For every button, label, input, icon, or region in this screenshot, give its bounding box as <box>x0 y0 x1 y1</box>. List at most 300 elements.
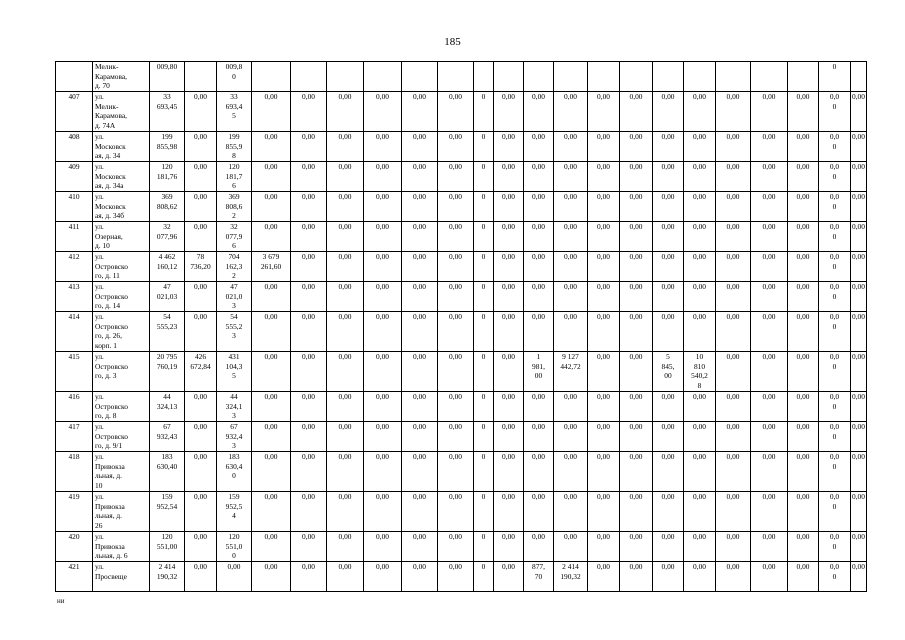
value-cell <box>751 62 788 92</box>
value-cell: 0,00 <box>554 92 588 132</box>
value-cell: 0,00 <box>620 562 653 592</box>
value-cell: 0,00 <box>751 192 788 222</box>
value-cell: 0,00 <box>524 92 554 132</box>
address-cell: ул. Островско го, д. 11 <box>93 252 150 282</box>
row-number-cell: 411 <box>56 222 93 252</box>
table-row <box>56 392 867 422</box>
value-cell: 0,00 <box>252 222 291 252</box>
address-cell: ул. Просвеще <box>93 562 150 592</box>
value-cell: 0,00 <box>524 532 554 562</box>
value-cell: 369 808,62 <box>150 192 185 222</box>
value-cell: 0,00 <box>252 132 291 162</box>
value-cell: 0,0 0 <box>819 162 851 192</box>
value-cell: 0,00 <box>554 162 588 192</box>
value-cell: 0,00 <box>588 392 620 422</box>
value-cell: 0 <box>474 222 494 252</box>
value-cell: 159 952,5 4 <box>217 492 252 532</box>
value-cell: 0,00 <box>851 492 867 532</box>
value-cell: 0,00 <box>291 452 327 492</box>
value-cell: 0,00 <box>291 532 327 562</box>
value-cell: 4 462 160,12 <box>150 252 185 282</box>
row-number-cell: 410 <box>56 192 93 222</box>
value-cell: 0,0 0 <box>819 252 851 282</box>
value-cell: 183 630,40 <box>150 452 185 492</box>
value-cell: 0,00 <box>438 492 474 532</box>
value-cell <box>653 62 684 92</box>
value-cell: 0,00 <box>653 312 684 352</box>
value-cell: 0,00 <box>788 492 819 532</box>
value-cell: 0,00 <box>788 532 819 562</box>
row-number-cell: 409 <box>56 162 93 192</box>
value-cell: 0,00 <box>402 422 438 452</box>
value-cell: 0 <box>474 352 494 392</box>
value-cell: 0,00 <box>185 192 217 222</box>
value-cell: 0,00 <box>252 422 291 452</box>
value-cell: 0,00 <box>716 492 751 532</box>
value-cell: 0,00 <box>684 252 716 282</box>
value-cell: 0,00 <box>291 282 327 312</box>
value-cell: 0,00 <box>788 282 819 312</box>
value-cell: 0,00 <box>716 452 751 492</box>
value-cell: 0,00 <box>364 312 402 352</box>
value-cell: 0,00 <box>291 222 327 252</box>
value-cell <box>474 62 494 92</box>
value-cell: 0,00 <box>588 162 620 192</box>
value-cell: 0,00 <box>252 192 291 222</box>
value-cell: 0,00 <box>364 222 402 252</box>
value-cell: 0,00 <box>185 392 217 422</box>
value-cell: 183 630,4 0 <box>217 452 252 492</box>
value-cell: 0,00 <box>851 352 867 392</box>
value-cell: 0,00 <box>588 192 620 222</box>
value-cell: 0,00 <box>851 392 867 422</box>
value-cell: 0,00 <box>788 312 819 352</box>
value-cell: 0,00 <box>554 192 588 222</box>
table-row <box>56 532 867 562</box>
row-number-cell: 412 <box>56 252 93 282</box>
value-cell: 0,00 <box>494 222 524 252</box>
value-cell: 0,00 <box>751 162 788 192</box>
value-cell <box>402 62 438 92</box>
address-cell: ул. Островско го, д. 8 <box>93 392 150 422</box>
value-cell: 0,00 <box>653 92 684 132</box>
value-cell: 0,00 <box>620 162 653 192</box>
value-cell: 0,00 <box>327 132 364 162</box>
value-cell <box>716 62 751 92</box>
value-cell: 0,0 0 <box>819 492 851 532</box>
value-cell: 120 551,00 <box>150 532 185 562</box>
value-cell: 0,00 <box>494 422 524 452</box>
value-cell: 0,00 <box>788 422 819 452</box>
value-cell: 0,00 <box>716 422 751 452</box>
row-number-cell: 414 <box>56 312 93 352</box>
value-cell: 0,00 <box>185 532 217 562</box>
value-cell: 10 810 540,2 8 <box>684 352 716 392</box>
value-cell: 0,0 0 <box>819 312 851 352</box>
value-cell: 0,00 <box>291 312 327 352</box>
value-cell: 0,00 <box>364 392 402 422</box>
value-cell: 0,00 <box>327 352 364 392</box>
value-cell: 0,00 <box>185 222 217 252</box>
value-cell: 0,00 <box>554 492 588 532</box>
value-cell: 47 021,0 3 <box>217 282 252 312</box>
value-cell: 0,00 <box>438 92 474 132</box>
value-cell: 0,00 <box>620 132 653 162</box>
value-cell: 0,00 <box>588 532 620 562</box>
table-row <box>56 492 867 532</box>
value-cell <box>364 62 402 92</box>
value-cell <box>524 62 554 92</box>
value-cell: 0,00 <box>252 312 291 352</box>
address-cell: ул. Озерная, д. 10 <box>93 222 150 252</box>
value-cell: 0,00 <box>554 252 588 282</box>
value-cell: 0,00 <box>751 222 788 252</box>
value-cell: 0,00 <box>653 162 684 192</box>
value-cell: 0,00 <box>588 92 620 132</box>
value-cell: 0,00 <box>185 132 217 162</box>
value-cell: 0,00 <box>684 452 716 492</box>
value-cell: 0,00 <box>788 162 819 192</box>
value-cell: 0,00 <box>494 562 524 592</box>
table-body <box>56 62 867 592</box>
value-cell: 0,00 <box>364 162 402 192</box>
value-cell: 0,0 0 <box>819 392 851 422</box>
value-cell <box>684 62 716 92</box>
value-cell: 199 855,98 <box>150 132 185 162</box>
value-cell: 0,00 <box>364 452 402 492</box>
address-cell: ул. Московск ая, д. 34 <box>93 132 150 162</box>
value-cell: 44 324,13 <box>150 392 185 422</box>
value-cell: 0,00 <box>788 452 819 492</box>
value-cell: 67 932,43 <box>150 422 185 452</box>
value-cell: 0,00 <box>291 562 327 592</box>
value-cell: 0,00 <box>851 252 867 282</box>
value-cell: 0,00 <box>438 162 474 192</box>
value-cell: 0,00 <box>438 252 474 282</box>
value-cell: 0,00 <box>851 162 867 192</box>
value-cell: 0,00 <box>653 252 684 282</box>
value-cell: 0,00 <box>252 282 291 312</box>
value-cell: 54 555,2 3 <box>217 312 252 352</box>
value-cell: 0,00 <box>788 92 819 132</box>
value-cell: 0,00 <box>554 422 588 452</box>
value-cell: 0,00 <box>524 132 554 162</box>
value-cell: 0,00 <box>554 222 588 252</box>
address-cell: ул. Островско го, д. 3 <box>93 352 150 392</box>
row-number-cell: 407 <box>56 92 93 132</box>
value-cell: 0,00 <box>851 312 867 352</box>
value-cell: 0,00 <box>684 132 716 162</box>
value-cell: 0,00 <box>252 162 291 192</box>
value-cell: 0,00 <box>716 192 751 222</box>
table-row <box>56 222 867 252</box>
row-number-cell: 420 <box>56 532 93 562</box>
value-cell: 0,00 <box>291 352 327 392</box>
value-cell: 0,00 <box>364 92 402 132</box>
value-cell: 159 952,54 <box>150 492 185 532</box>
value-cell: 0,00 <box>364 132 402 162</box>
value-cell: 0,00 <box>252 452 291 492</box>
value-cell: 0,00 <box>402 252 438 282</box>
value-cell: 0,00 <box>327 392 364 422</box>
value-cell: 0,00 <box>588 352 620 392</box>
value-cell <box>438 62 474 92</box>
value-cell: 0,00 <box>620 192 653 222</box>
value-cell: 0 <box>474 282 494 312</box>
value-cell: 32 077,96 <box>150 222 185 252</box>
value-cell: 5 845, 00 <box>653 352 684 392</box>
value-cell: 0,0 0 <box>819 92 851 132</box>
value-cell: 369 808,6 2 <box>217 192 252 222</box>
value-cell: 0,00 <box>524 252 554 282</box>
value-cell: 0,00 <box>684 492 716 532</box>
value-cell: 44 324,1 3 <box>217 392 252 422</box>
value-cell: 0,00 <box>252 562 291 592</box>
value-cell: 0,00 <box>364 252 402 282</box>
value-cell: 0,00 <box>716 92 751 132</box>
value-cell: 0,00 <box>788 222 819 252</box>
value-cell: 0,0 0 <box>819 422 851 452</box>
value-cell: 20 795 760,19 <box>150 352 185 392</box>
address-cell: Мелик- Карамова, д. 70 <box>93 62 150 92</box>
value-cell: 0,0 0 <box>819 192 851 222</box>
value-cell: 0,00 <box>327 532 364 562</box>
value-cell: 0,00 <box>252 92 291 132</box>
value-cell: 0,00 <box>524 162 554 192</box>
data-table <box>55 61 867 592</box>
value-cell: 0,00 <box>620 452 653 492</box>
value-cell: 0,00 <box>653 282 684 312</box>
value-cell: 0,00 <box>751 312 788 352</box>
value-cell: 0,00 <box>402 352 438 392</box>
row-number-cell: 408 <box>56 132 93 162</box>
value-cell: 0,00 <box>620 222 653 252</box>
row-number-cell <box>56 62 93 92</box>
value-cell: 0 <box>474 532 494 562</box>
table-row <box>56 162 867 192</box>
value-cell: 33 693,4 5 <box>217 92 252 132</box>
value-cell: 33 693,45 <box>150 92 185 132</box>
value-cell: 0,00 <box>327 162 364 192</box>
value-cell: 0,00 <box>185 162 217 192</box>
value-cell: 0,00 <box>438 422 474 452</box>
value-cell: 0,00 <box>494 392 524 422</box>
value-cell: 0,00 <box>364 562 402 592</box>
address-cell: ул. Островско го, д. 26, корп. 1 <box>93 312 150 352</box>
value-cell <box>554 62 588 92</box>
value-cell: 0,00 <box>438 562 474 592</box>
value-cell: 0,00 <box>684 282 716 312</box>
row-number-cell: 419 <box>56 492 93 532</box>
value-cell: 0,00 <box>524 492 554 532</box>
address-cell: ул. Привокза льная, д. 10 <box>93 452 150 492</box>
address-cell: ул. Островско го, д. 9/1 <box>93 422 150 452</box>
value-cell: 32 077,9 6 <box>217 222 252 252</box>
table-row <box>56 282 867 312</box>
value-cell: 0,00 <box>438 532 474 562</box>
row-number-cell: 415 <box>56 352 93 392</box>
value-cell: 0,00 <box>364 352 402 392</box>
value-cell: 009,8 0 <box>217 62 252 92</box>
value-cell: 0,00 <box>751 562 788 592</box>
value-cell: 0,00 <box>402 162 438 192</box>
value-cell: 0,00 <box>620 532 653 562</box>
table-row <box>56 92 867 132</box>
value-cell: 704 162,3 2 <box>217 252 252 282</box>
value-cell: 0,00 <box>588 492 620 532</box>
value-cell: 0,00 <box>524 392 554 422</box>
value-cell: 426 672,84 <box>185 352 217 392</box>
value-cell: 0,00 <box>620 492 653 532</box>
value-cell: 0,00 <box>554 132 588 162</box>
value-cell: 0,00 <box>653 222 684 252</box>
value-cell: 0 <box>474 192 494 222</box>
value-cell: 0,00 <box>252 492 291 532</box>
value-cell: 199 855,9 8 <box>217 132 252 162</box>
value-cell: 0,00 <box>291 252 327 282</box>
value-cell: 0,0 0 <box>819 452 851 492</box>
value-cell: 0 <box>474 452 494 492</box>
value-cell: 0,00 <box>252 392 291 422</box>
value-cell: 0,00 <box>684 162 716 192</box>
value-cell: 0,00 <box>364 532 402 562</box>
value-cell: 0,00 <box>402 562 438 592</box>
value-cell: 3 679 261,60 <box>252 252 291 282</box>
value-cell: 0,00 <box>185 312 217 352</box>
value-cell: 0,00 <box>185 492 217 532</box>
value-cell: 0,00 <box>588 282 620 312</box>
value-cell: 0,00 <box>620 422 653 452</box>
value-cell: 0,00 <box>851 282 867 312</box>
value-cell: 9 127 442,72 <box>554 352 588 392</box>
address-cell: ул. Привокза льная, д. 6 <box>93 532 150 562</box>
value-cell: 0,00 <box>851 452 867 492</box>
value-cell: 0,00 <box>588 422 620 452</box>
value-cell: 0,00 <box>653 532 684 562</box>
value-cell: 0,00 <box>185 452 217 492</box>
value-cell: 0,00 <box>788 132 819 162</box>
value-cell <box>494 62 524 92</box>
value-cell: 0,00 <box>851 422 867 452</box>
value-cell: 0,0 0 <box>819 282 851 312</box>
value-cell: 120 181,7 6 <box>217 162 252 192</box>
value-cell: 0,00 <box>217 562 252 592</box>
value-cell: 0,00 <box>716 132 751 162</box>
value-cell: 0 <box>474 492 494 532</box>
value-cell: 0,00 <box>364 492 402 532</box>
value-cell: 0,00 <box>653 492 684 532</box>
value-cell: 0,00 <box>438 132 474 162</box>
value-cell: 0,00 <box>327 222 364 252</box>
value-cell: 0 <box>474 162 494 192</box>
value-cell <box>291 62 327 92</box>
value-cell: 0,00 <box>291 392 327 422</box>
value-cell: 1 981, 00 <box>524 352 554 392</box>
value-cell: 0,00 <box>588 452 620 492</box>
row-number-cell: 413 <box>56 282 93 312</box>
value-cell: 0,00 <box>185 422 217 452</box>
value-cell: 0,00 <box>788 192 819 222</box>
table-row <box>56 62 867 92</box>
value-cell: 0,00 <box>684 192 716 222</box>
value-cell: 2 414 190,32 <box>150 562 185 592</box>
value-cell: 0,00 <box>494 162 524 192</box>
row-number-cell: 416 <box>56 392 93 422</box>
value-cell: 0,00 <box>402 392 438 422</box>
address-cell: ул. Московск ая, д. 34б <box>93 192 150 222</box>
value-cell: 0,00 <box>364 422 402 452</box>
value-cell: 0 <box>474 422 494 452</box>
value-cell: 0,00 <box>494 532 524 562</box>
value-cell: 0,00 <box>291 132 327 162</box>
table-row <box>56 312 867 352</box>
value-cell: 0,00 <box>620 312 653 352</box>
value-cell: 0,00 <box>524 192 554 222</box>
value-cell: 0,00 <box>252 352 291 392</box>
value-cell: 0,00 <box>751 422 788 452</box>
value-cell: 0,00 <box>438 312 474 352</box>
value-cell: 120 551,0 0 <box>217 532 252 562</box>
value-cell: 0,00 <box>653 392 684 422</box>
value-cell: 0,00 <box>851 132 867 162</box>
address-cell: ул. Мелик- Карамова, д. 74А <box>93 92 150 132</box>
value-cell: 0 <box>474 392 494 422</box>
value-cell: 0,00 <box>684 422 716 452</box>
value-cell: 0,00 <box>788 352 819 392</box>
value-cell: 0,00 <box>438 222 474 252</box>
value-cell: 0,00 <box>327 252 364 282</box>
value-cell: 0,00 <box>438 392 474 422</box>
value-cell: 0,00 <box>653 132 684 162</box>
value-cell: 67 932,4 3 <box>217 422 252 452</box>
value-cell: 0,00 <box>716 282 751 312</box>
value-cell: 0,00 <box>524 312 554 352</box>
value-cell: 0,00 <box>716 392 751 422</box>
value-cell: 0,00 <box>494 252 524 282</box>
value-cell: 0,00 <box>364 282 402 312</box>
value-cell <box>788 62 819 92</box>
value-cell: 0,00 <box>851 192 867 222</box>
value-cell: 0,00 <box>851 532 867 562</box>
row-number-cell: 418 <box>56 452 93 492</box>
value-cell: 0,00 <box>554 282 588 312</box>
value-cell: 0,00 <box>653 422 684 452</box>
value-cell: 0,00 <box>327 312 364 352</box>
value-cell <box>588 62 620 92</box>
value-cell: 0,00 <box>851 562 867 592</box>
address-cell: ул. Московск ая, д. 34а <box>93 162 150 192</box>
value-cell: 0,00 <box>438 192 474 222</box>
address-cell: ул. Островско го, д. 14 <box>93 282 150 312</box>
table-row <box>56 192 867 222</box>
value-cell: 0,00 <box>438 452 474 492</box>
table-row <box>56 422 867 452</box>
table-row <box>56 352 867 392</box>
value-cell: 0,0 0 <box>819 222 851 252</box>
value-cell: 0,00 <box>402 92 438 132</box>
value-cell: 0,00 <box>788 562 819 592</box>
value-cell: 0 <box>474 562 494 592</box>
value-cell: 0,00 <box>291 162 327 192</box>
value-cell: 0,00 <box>588 222 620 252</box>
value-cell: 0,00 <box>554 312 588 352</box>
value-cell: 0,00 <box>494 352 524 392</box>
value-cell: 0,00 <box>751 282 788 312</box>
table-row <box>56 562 867 592</box>
value-cell: 0,00 <box>588 252 620 282</box>
value-cell: 0,00 <box>554 452 588 492</box>
value-cell: 0,00 <box>438 352 474 392</box>
